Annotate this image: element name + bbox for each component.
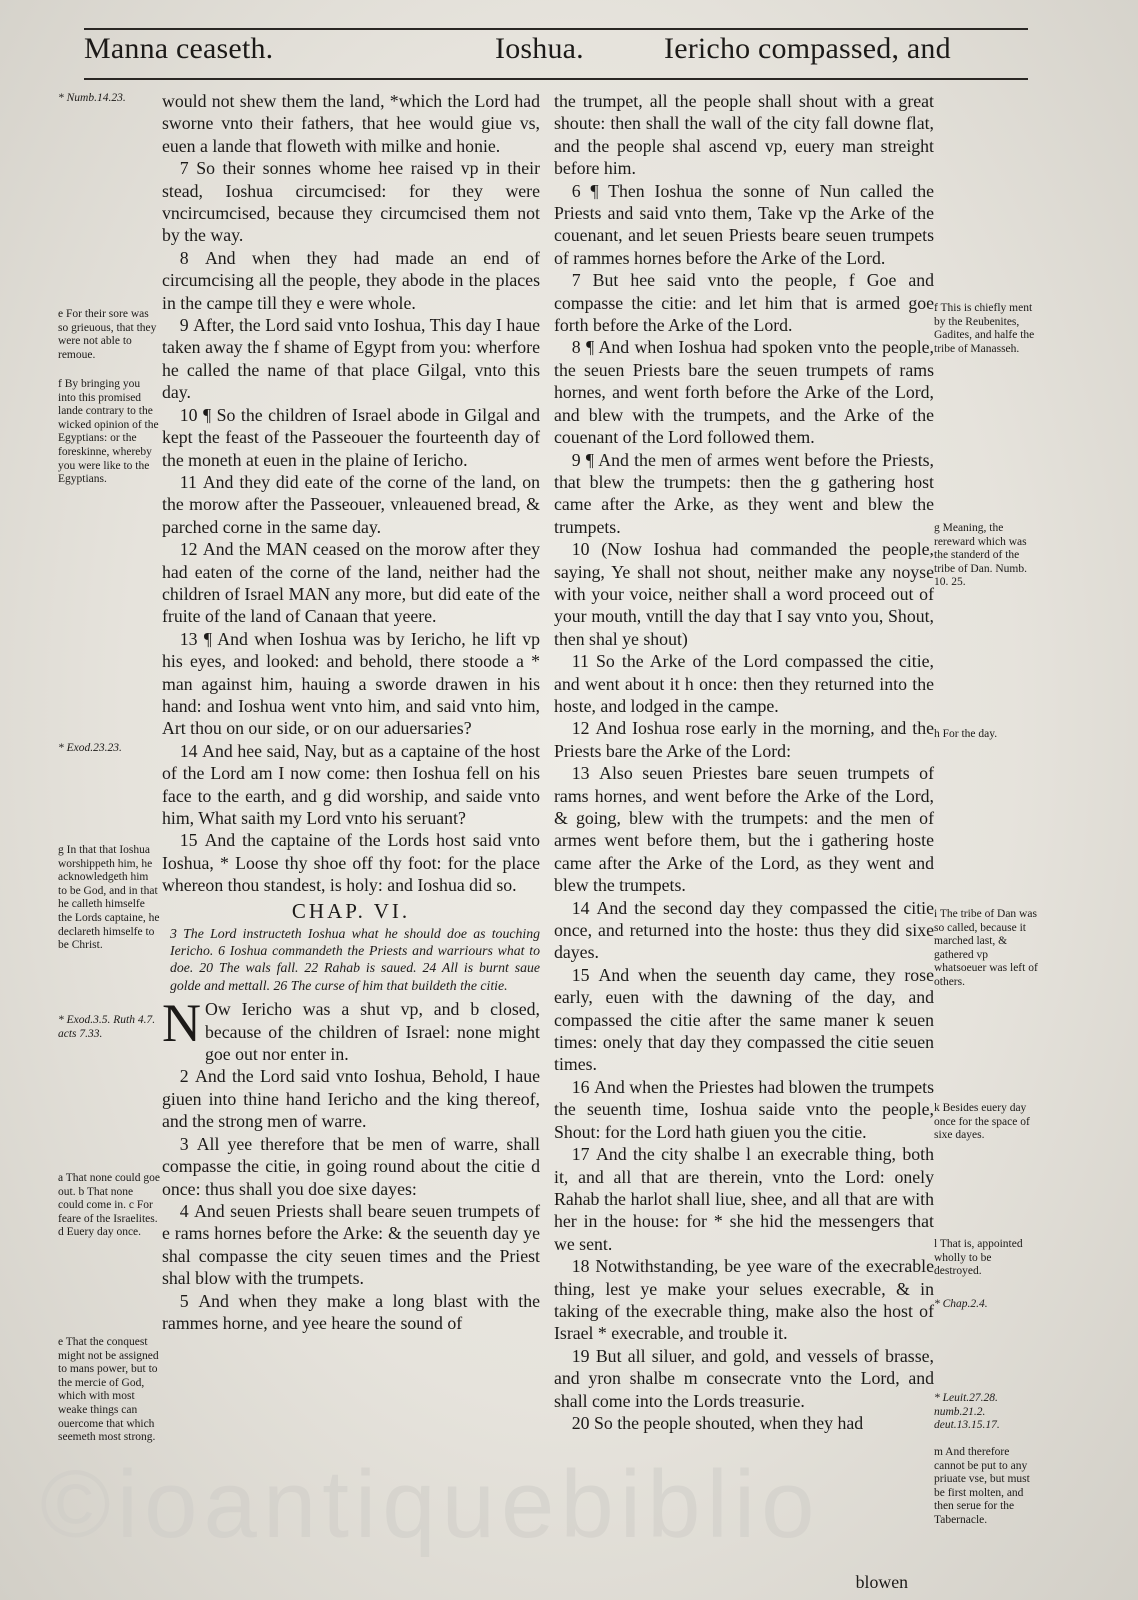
verse bbox=[554, 1076, 934, 1143]
verse-number: 16 bbox=[571, 1076, 590, 1097]
verse-text: But all siluer, and gold, and vessels of brasse, and yron shalbe m consecrate vnto the Lord, and shall come into the Lords treasurie. bbox=[554, 1345, 934, 1411]
verse-number: 4 bbox=[179, 1200, 189, 1221]
verse-number: 10 bbox=[571, 539, 590, 560]
verse-number: 19 bbox=[571, 1345, 590, 1366]
verse bbox=[554, 180, 934, 270]
verse-text: And the second day they compassed the citie once, and returned into the hoste: thus they did sixe dayes. bbox=[554, 897, 934, 963]
watermark: ©ioantiquebiblio bbox=[40, 1451, 821, 1558]
verse-text: And when the seuenth day came, they rose early, euen with the dawning of the day, and compassed the citie after the same maner k seuen times: onely that day they compassed the citie seuen times. bbox=[554, 964, 934, 1075]
marginal-note: * Exod.3.5. Ruth 4.7. acts 7.33. bbox=[58, 1014, 156, 1040]
verse bbox=[162, 829, 540, 896]
verse-text: And the MAN ceased on the morow after they had eaten of the corne of the land, neither had the children of Israel MAN any more, but did eate of the fruite of the land of Canaan that yeere. bbox=[162, 539, 540, 627]
verse-text: So their sonnes whome hee raised vp in their stead, Ioshua circumcised: for they were vncircumcised, because they circumcised them not by the way. bbox=[162, 158, 540, 246]
verse bbox=[162, 404, 540, 471]
verse bbox=[554, 1412, 934, 1434]
verse-number: 10 bbox=[179, 404, 198, 425]
verse-text: would not shew them the land, *which the Lord had sworne vnto their fathers, that hee would giue vs, euen a lande that floweth with milke and honie. bbox=[162, 91, 540, 156]
verse-number: 13 bbox=[179, 628, 198, 649]
verse-text: But hee said vnto the people, f Goe and compasse the citie: and let him that is armed goe forth before the Arke of the Lord. bbox=[554, 270, 934, 336]
verse-number: 15 bbox=[571, 964, 590, 985]
verse-number: 2 bbox=[179, 1066, 189, 1087]
verse-number: 11 bbox=[571, 651, 589, 672]
verse-text: ¶ Then Ioshua the sonne of Nun called the Priests and said vnto them, Take vp the Arke of the couenant, and let seuen Priests beare seuen trumpets of rammes hornes before the Arke of the Lord. bbox=[554, 180, 934, 268]
verse bbox=[554, 538, 934, 650]
verse-text: And when the Priestes had blowen the trumpets the seuenth time, Ioshua saide vnto the people, Shout: for the Lord hath giuen you the citie. bbox=[554, 1076, 934, 1142]
marginal-note: e That the conquest might not be assigned to mans power, but to the mercie of God, which with most weake things can ouercome that which seemeth most strong. bbox=[58, 1336, 159, 1444]
verse-number: 9 bbox=[571, 449, 581, 470]
verse-text: And the captaine of the Lords host said vnto Ioshua, * Loose thy shoe off thy foot: for the place whereon thou standest, is holy: and Ioshua did so. bbox=[162, 830, 540, 896]
verse-number: 8 bbox=[571, 337, 581, 358]
verse bbox=[162, 1133, 540, 1200]
verse bbox=[554, 269, 934, 336]
verse-number: 14 bbox=[571, 897, 590, 918]
chapter-heading: CHAP. VI. bbox=[291, 898, 411, 923]
chapter-opening bbox=[162, 993, 540, 1065]
verse-text: So the Arke of the Lord compassed the citie, and went about it h once: then they returned into the hoste, and lodged in the campe. bbox=[554, 651, 934, 716]
running-head-center: Ioshua. bbox=[495, 32, 584, 65]
verse-text: Ow Iericho was a shut vp, and b closed, because of the children of Israel: none might goe out nor enter in. bbox=[205, 999, 540, 1065]
verse-text: And when they had made an end of circumcising all the people, they abode in the places in the campe till they e were whole. bbox=[162, 247, 540, 313]
right-text-column bbox=[554, 90, 934, 1546]
verse-text: All yee therefore that be men of warre, shall compasse the citie, in going round about the citie d once: thus shall you doe sixe dayes: bbox=[162, 1133, 540, 1199]
header-rule-bottom bbox=[84, 78, 1028, 80]
marginal-note: * Chap.2.4. bbox=[934, 1298, 988, 1310]
verse-number: 18 bbox=[571, 1256, 590, 1277]
verse-text: (Now Ioshua had commanded the people, saying, Ye shall not shout, neither make any noyse with your voice, neither shall a word proceed out of your mouth, vntill the day that I say vnto you, Shout, then shal ye shout) bbox=[554, 539, 934, 649]
marginal-note: e For their sore was so grieuous, that they were not able to remoue. bbox=[58, 308, 157, 361]
verse-number: 15 bbox=[179, 830, 198, 851]
verse bbox=[554, 336, 934, 448]
marginal-note: m And therefore cannot be put to any priuate vse, but must be first molten, and then serue for the Tabernacle. bbox=[934, 1446, 1030, 1526]
marginal-note: * Exod.23.23. bbox=[58, 742, 122, 754]
verse-text: And when they make a long blast with the rammes horne, and yee heare the sound of bbox=[162, 1290, 540, 1333]
marginal-note: g Meaning, the rereward which was the standerd of the tribe of Dan. Numb. 10. 25. bbox=[934, 522, 1027, 589]
verse-number: 7 bbox=[571, 270, 581, 291]
verse bbox=[554, 449, 934, 539]
verse-text: Also seuen Priestes bare seuen trumpets of rams hornes, and went before the Arke of the Lord, & going, blew with the trumpets: and the men of armes went before them, but the i gathering hoste came after the Arke of the Lord, as they went and blew the trumpets. bbox=[554, 763, 934, 896]
verse bbox=[162, 740, 540, 830]
verse bbox=[554, 1345, 934, 1412]
verse-text: Notwithstanding, be yee ware of the execrable thing, lest ye make your selues execrable, & in taking of the execrable thing, make also the host of Israel * execrable, and trouble it. bbox=[554, 1256, 934, 1344]
verse bbox=[162, 314, 540, 404]
marginal-note: g In that that Ioshua worshippeth him, he acknowledgeth him to be God, and in that he calleth himselfe the Lords captaine, he declareth himselfe to be Christ. bbox=[58, 844, 160, 952]
verse-text: After, the Lord said vnto Ioshua, This day I haue taken away the f shame of Egypt from you: wherfore he called the name of that place Gilgal, vnto this day. bbox=[162, 315, 540, 403]
verse bbox=[162, 1200, 540, 1290]
marginal-note: h For the day. bbox=[934, 728, 998, 740]
header-rule-top bbox=[84, 28, 1028, 30]
verse-number: 7 bbox=[179, 158, 189, 179]
drop-cap: N bbox=[162, 993, 201, 1054]
verse bbox=[162, 628, 540, 740]
verse bbox=[162, 1065, 540, 1132]
verse bbox=[162, 247, 540, 314]
marginal-note: l That is, appointed wholly to be destroyed. bbox=[934, 1238, 1023, 1278]
verse-number: 9 bbox=[179, 315, 189, 336]
left-margin-notes bbox=[58, 92, 160, 1512]
marginal-note: i The tribe of Dan was so called, because it marched last, & gathered vp whatsoeuer was left of others. bbox=[934, 908, 1038, 988]
verse-number: 3 bbox=[179, 1133, 189, 1154]
verse bbox=[162, 538, 540, 628]
marginal-note: a That none could goe out. b That none could come in. c For feare of the Israelites. d Euery day once. bbox=[58, 1172, 160, 1239]
verse bbox=[554, 1143, 934, 1255]
marginal-note: k Besides euery day once for the space of sixe dayes. bbox=[934, 1102, 1030, 1142]
verse-text: And hee said, Nay, but as a captaine of the host of the Lord am I now come: then Ioshua fell on his face to the earth, and g did worship, and saide vnto him, What saith my Lord vnto his seruant? bbox=[162, 740, 540, 828]
verse-text: ¶ And the men of armes went before the Priests, that blew the trumpets: then the g gathering host came after the Arke, as they went and blew the trumpets. bbox=[554, 449, 934, 537]
verse bbox=[162, 157, 540, 247]
verse-number: 20 bbox=[571, 1412, 590, 1433]
verse bbox=[554, 762, 934, 896]
verse bbox=[162, 1290, 540, 1335]
verse bbox=[554, 897, 934, 964]
running-head-left: Manna ceaseth. bbox=[84, 32, 274, 65]
running-head-right: Iericho compassed, and bbox=[664, 32, 951, 65]
verse-text: So the people shouted, when they had bbox=[594, 1412, 864, 1433]
verse-text: ¶ So the children of Israel abode in Gilgal and kept the feast of the Passeouer the fourteenth day of the moneth at euen in the plaine of Iericho. bbox=[162, 404, 540, 470]
verse-number: 17 bbox=[571, 1144, 590, 1165]
verse-text: ¶ And when Ioshua was by Iericho, he lift vp his eyes, and looked: and behold, there stoode a * man against him, hauing a sworde drawen in his hand: and Ioshua went vnto him, and said vnto him, Art thou on our side, or on our aduersaries? bbox=[162, 628, 540, 739]
verse bbox=[554, 964, 934, 1076]
verse bbox=[162, 471, 540, 538]
verse-text: And seuen Priests shall beare seuen trumpets of e rams hornes before the Arke: & the seuenth day ye shal compasse the city seuen times and the Priest shal blow with the trumpets. bbox=[162, 1200, 540, 1289]
verse-number: 12 bbox=[179, 539, 198, 560]
verse-text: And the city shalbe l an execrable thing, both it, and all that are therein, vnto the Lord: onely Rahab the harlot shall liue, shee, and all that are with her in the house: for * she hid the messengers that we sent. bbox=[554, 1144, 934, 1254]
verse-text: the trumpet, all the people shall shout with a great shoute: then shall the wall of the city fall downe flat, and the people shal ascend vp, euery man streight before him. bbox=[554, 91, 934, 179]
verse bbox=[554, 650, 934, 717]
right-margin-notes bbox=[934, 92, 1038, 1526]
catchword: blowen bbox=[855, 1572, 908, 1592]
left-text-column bbox=[162, 90, 540, 1334]
marginal-note: * Numb.14.23. bbox=[58, 92, 126, 104]
verse-number: 11 bbox=[179, 471, 197, 492]
verse-text: ¶ And when Ioshua had spoken vnto the people, the seuen Priests bare the seuen trumpets of rams hornes, and went forth before the Arke of the Lord, and blew with the trumpets, and the Arke of the couenant of the Lord followed them. bbox=[554, 337, 934, 448]
marginal-note: f This is chiefly ment by the Reubenites, Gadites, and halfe the tribe of Manasseh. bbox=[934, 302, 1035, 355]
verse bbox=[554, 717, 934, 762]
verse-text: And Ioshua rose early in the morning, and the Priests bare the Arke of the Lord: bbox=[554, 718, 935, 761]
marginal-note: f By bringing you into this promised lande contrary to the wicked opinion of the Egyptians: or the foreskinne, whereby you were like to the Egyptians. bbox=[58, 378, 159, 486]
verse-number: 12 bbox=[571, 718, 590, 739]
verse-text: And they did eate of the corne of the land, on the morow after the Passeouer, vnleauened bread, & parched corne in the same day. bbox=[162, 471, 540, 537]
verse-number: 5 bbox=[179, 1290, 189, 1311]
verse-number: 13 bbox=[571, 763, 590, 784]
verse-number: 8 bbox=[179, 247, 189, 268]
verse bbox=[554, 1255, 934, 1345]
chapter-summary: 3 The Lord instructeth Ioshua what he should doe as touching Iericho. 6 Ioshua commandeth the Priests and warriours what to doe. 20 The wals fall. 22 Rahab is saued. 24 All is burnt saue golde and mettall. 26 The curse of him that buildeth the citie. bbox=[170, 925, 540, 993]
verse-number: 6 bbox=[571, 180, 581, 201]
verse-text: And the Lord said vnto Ioshua, Behold, I haue giuen into thine hand Iericho and the king thereof, and the strong men of warre. bbox=[162, 1066, 541, 1132]
marginal-note: * Leuit.27.28. numb.21.2. deut.13.15.17. bbox=[934, 1392, 1000, 1432]
verse-number: 14 bbox=[179, 740, 198, 761]
